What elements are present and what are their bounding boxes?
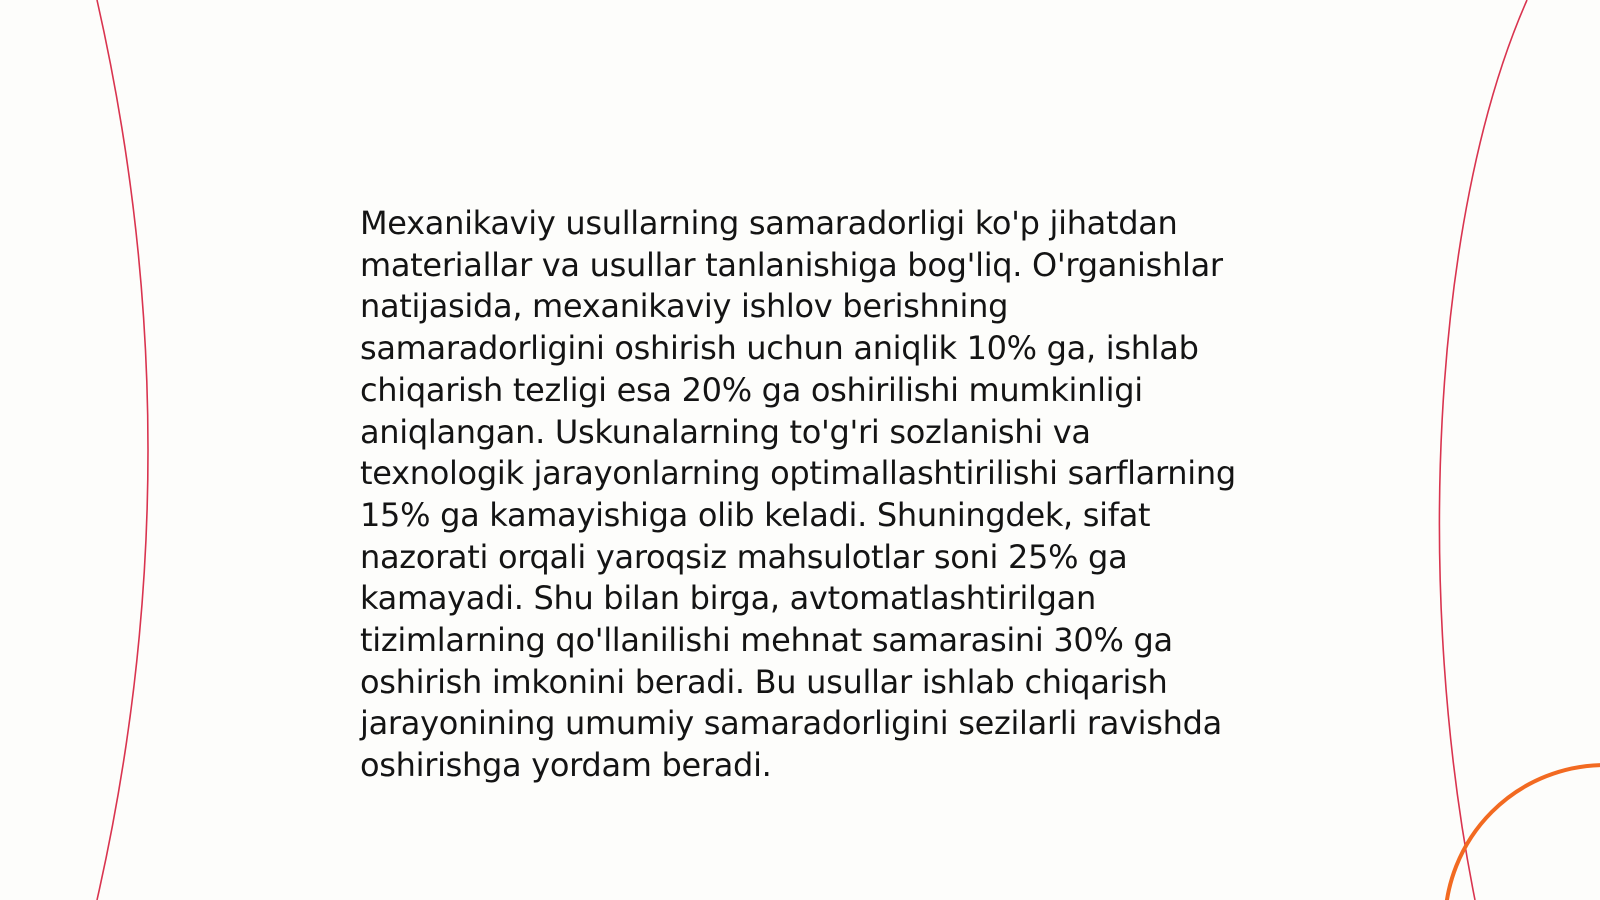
right-curve-line — [1439, 0, 1527, 900]
body-paragraph: Mexanikaviy usullarning samaradorligi ko'p jihatdan materiallar va usullar tanlanishiga bog'liq. O'rganishlar natijasida, mexanikaviy ishlov berishning samaradorligini oshirish uchun aniqlik 10% ga, ishlab chiqarish tezligi esa 20% ga oshirilishi mumkinligi aniqlangan. Uskunalarning to'g'ri sozlanishi va texnologik jarayonlarning optimallashtirilishi sarflarning 15% ga kamayishiga olib keladi. Shuningdek, sifat nazorati orqali yaroqsiz mahsulotlar soni 25% ga kamayadi. Shu bilan birga, avtomatlashtirilgan tizimlarning qo'llanilishi mehnat samarasini 30% ga oshirish imkonini beradi. Bu usullar ishlab chiqarish jarayonining umumiy samaradorligini sezilarli ravishda oshirishga yordam beradi. — [360, 204, 1236, 785]
orange-accent-arc — [1445, 765, 1600, 900]
left-curve-line — [97, 0, 148, 900]
